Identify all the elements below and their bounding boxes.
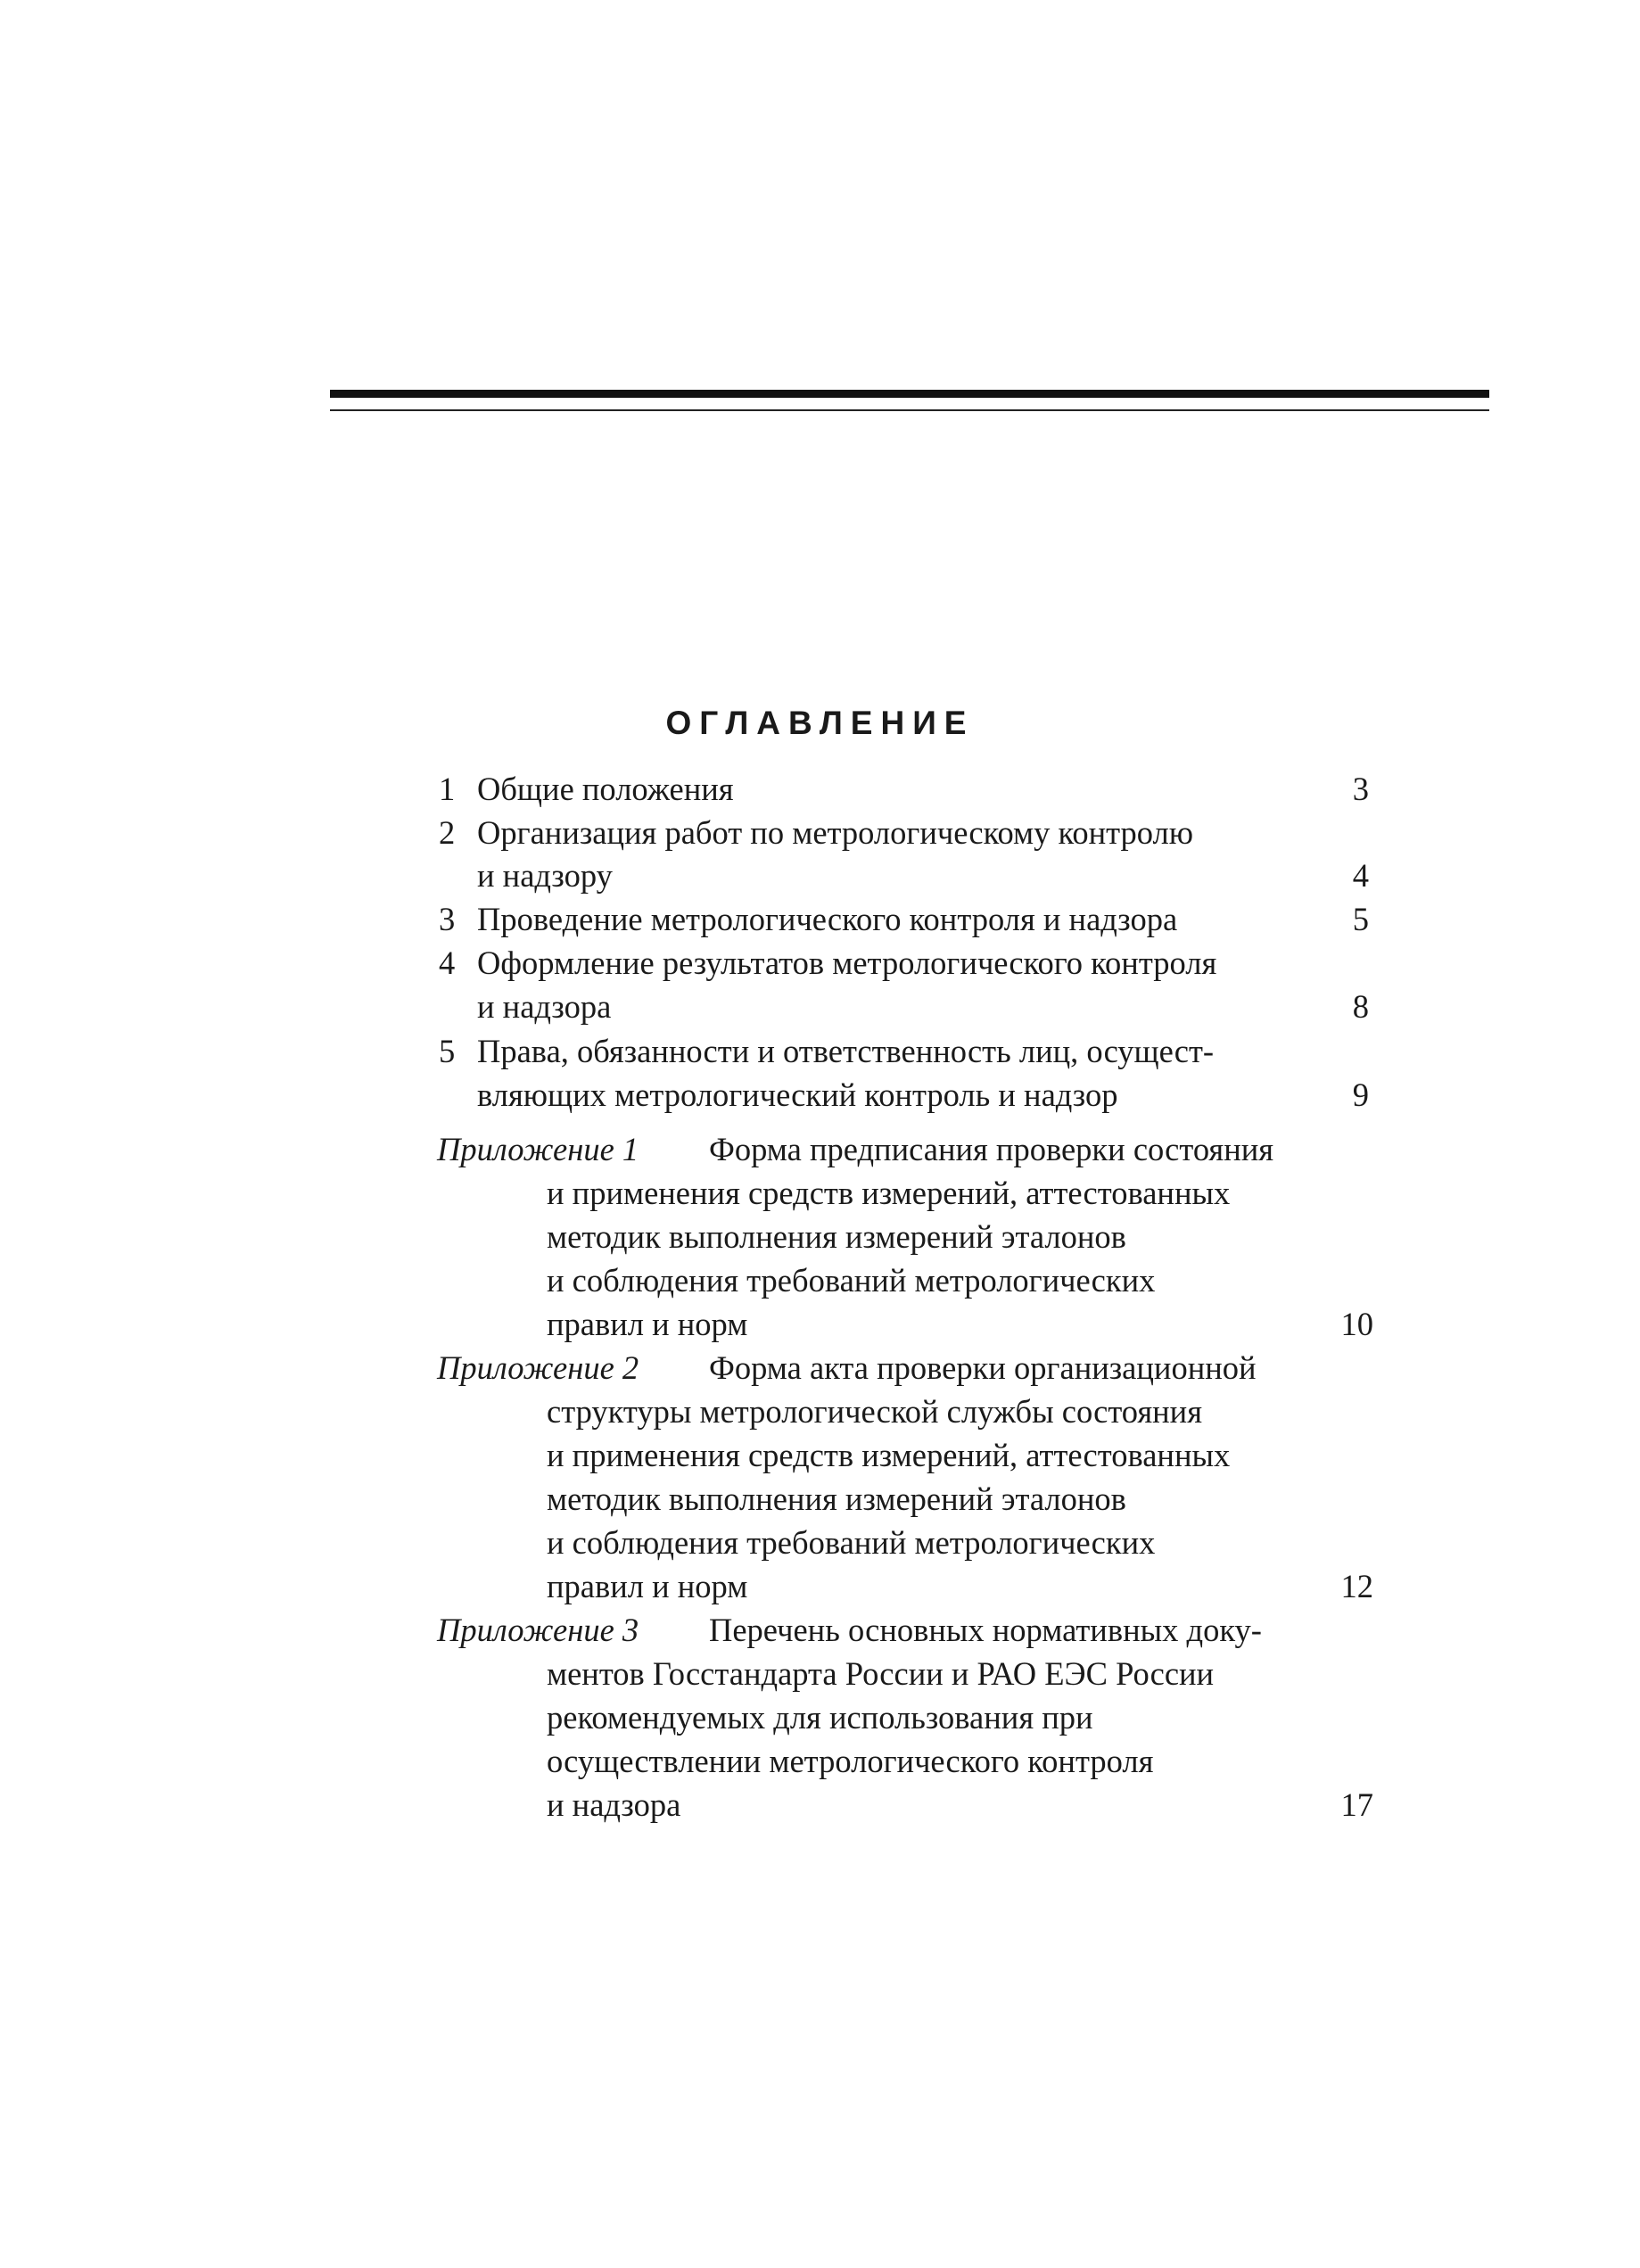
section-title-cont: вляющих метрологический контроль и надзор	[477, 1076, 1118, 1113]
section-title-cont: и надзору	[477, 857, 613, 894]
section-title: Общие положения	[477, 771, 734, 807]
appendix-label: Приложение 3	[437, 1612, 639, 1648]
section-title: Права, обязанности и ответственность лиц, осущест-	[477, 1033, 1215, 1069]
page-number: 4	[1352, 857, 1369, 894]
appendix-title-cont: и применения средств измерений, аттестованных	[547, 1175, 1231, 1211]
appendix-title-cont: методик выполнения измерений эталонов	[547, 1480, 1126, 1517]
page-number: 12	[1340, 1568, 1373, 1604]
appendix-title-cont: осуществлении метрологического контроля	[547, 1743, 1154, 1779]
appendix-title-cont: методик выполнения измерений эталонов	[547, 1218, 1126, 1255]
appendix-title-cont: ментов Госстандарта России и РАО ЕЭС России	[547, 1655, 1215, 1692]
page-number: 17	[1340, 1786, 1373, 1823]
section-number: 4	[439, 944, 456, 981]
appendix-title: Форма акта проверки организационной	[709, 1349, 1257, 1386]
appendix-title-cont: и соблюдения требований метрологических	[547, 1262, 1156, 1299]
section-title: Оформление результатов метрологического контроля	[477, 944, 1217, 981]
appendix-title-cont: и соблюдения требований метрологических	[547, 1524, 1156, 1561]
toc-title: ОГЛАВЛЕНИЕ	[665, 705, 975, 741]
appendix-title-cont: рекомендуемых для использования при	[547, 1699, 1093, 1736]
appendix-label: Приложение 2	[437, 1349, 639, 1386]
appendix-title-cont: и надзора	[547, 1786, 681, 1823]
page-number: 10	[1340, 1306, 1373, 1342]
appendix-title: Перечень основных нормативных доку-	[709, 1612, 1262, 1648]
section-number: 1	[439, 771, 456, 807]
section-number: 3	[439, 901, 456, 937]
appendix-title-cont: правил и норм	[547, 1568, 748, 1604]
appendix-title-cont: правил и норм	[547, 1306, 748, 1342]
section-title: Проведение метрологического контроля и надзора	[477, 901, 1178, 937]
page-number: 8	[1352, 988, 1369, 1025]
page-number: 3	[1352, 771, 1369, 807]
section-number: 5	[439, 1033, 456, 1069]
section-title: Организация работ по метрологическому контролю	[477, 814, 1194, 851]
section-title-cont: и надзора	[477, 988, 612, 1025]
appendix-title-cont: структуры метрологической службы состояния	[547, 1393, 1202, 1430]
appendix-label: Приложение 1	[437, 1131, 639, 1167]
page-number: 5	[1352, 901, 1369, 937]
appendix-title: Форма предписания проверки состояния	[709, 1131, 1274, 1167]
section-number: 2	[439, 814, 456, 851]
page-number: 9	[1352, 1076, 1369, 1113]
appendix-title-cont: и применения средств измерений, аттестованных	[547, 1437, 1231, 1473]
